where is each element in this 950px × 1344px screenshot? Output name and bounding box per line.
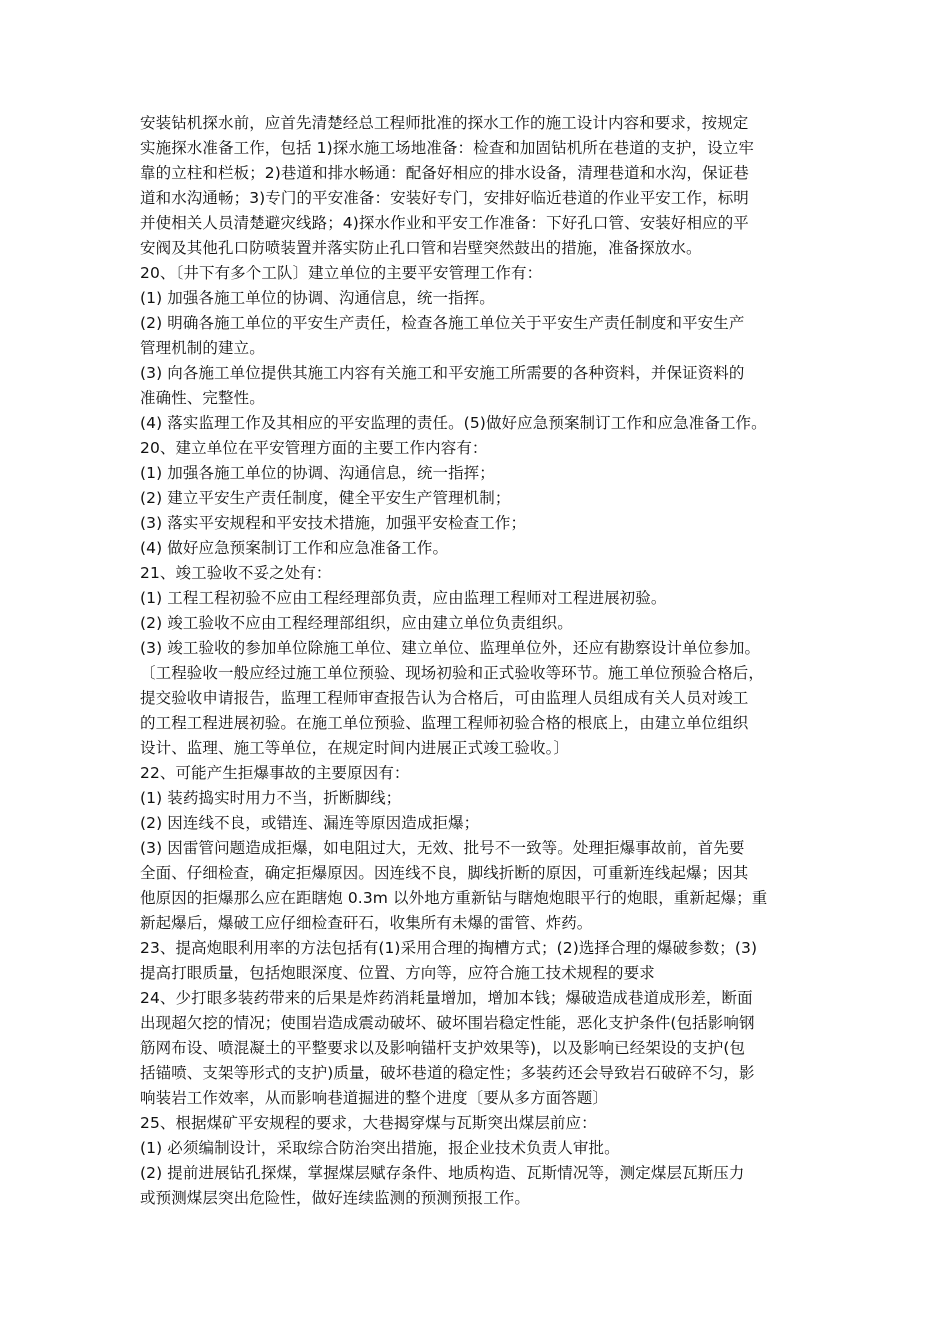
text-line: 20、〔井下有多个工队〕建立单位的主要平安管理工作有：	[140, 264, 543, 282]
text-line: (2) 提前进展钻孔探煤，掌握煤层赋存条件、地质构造、瓦斯情况等，测定煤层瓦斯压力	[140, 1164, 745, 1182]
text-line: 或预测煤层突出危险性，做好连续监测的预测预报工作。	[140, 1189, 531, 1207]
text-line: 道和水沟通畅；3)专门的平安准备：安装好专门，安排好临近巷道的作业平安工作，标明	[140, 189, 749, 207]
text-line: 靠的立柱和栏板；2)巷道和排水畅通：配备好相应的排水设备，清理巷道和水沟，保证巷	[140, 164, 749, 182]
text-line: 20、建立单位在平安管理方面的主要工作内容有：	[140, 439, 488, 457]
text-line: 出现超欠挖的情况；使围岩造成震动破坏、破坏围岩稳定性能，恶化支护条件(包括影响钢	[140, 1014, 755, 1032]
text-line: 的工程工程进展初验。在施工单位预验、监理工程师初验合格的根底上，由建立单位组织	[140, 714, 749, 732]
text-line: (2) 竣工验收不应由工程经理部组织，应由建立单位负责组织。	[140, 614, 573, 632]
text-line: 〔工程验收一般应经过施工单位预验、现场初验和正式验收等环节。施工单位预验合格后，	[140, 664, 765, 682]
text-line: 23、提高炮眼利用率的方法包括有(1)采用合理的掏槽方式；(2)选择合理的爆破参数；(3)	[140, 939, 758, 957]
text-line: 24、少打眼多装药带来的后果是炸药消耗量增加，增加本钱；爆破造成巷道成形差，断面	[140, 989, 753, 1007]
text-line: (2) 建立平安生产责任制度，健全平安生产管理机制；	[140, 489, 511, 507]
text-line: 安装钻机探水前，应首先清楚经总工程师批准的探水工作的施工设计内容和要求，按规定	[140, 114, 749, 132]
text-line: 21、竣工验收不妥之处有：	[140, 564, 332, 582]
text-line: 设计、监理、施工等单位，在规定时间内进展正式竣工验收。〕	[140, 739, 570, 757]
text-line: 安阀及其他孔口防喷装置并落实防止孔口管和岩壁突然鼓出的措施，准备探放水。	[140, 239, 702, 257]
text-line: 实施探水准备工作，包括 1)探水施工场地准备：检查和加固钻机所在巷道的支护，设立牢	[140, 139, 754, 157]
text-line: 括锚喷、支架等形式的支护)质量，破坏巷道的稳定性；多装药还会导致岩石破碎不匀，影	[140, 1064, 755, 1082]
text-line: (2) 因连线不良，或错连、漏连等原因造成拒爆；	[140, 814, 480, 832]
text-line: (1) 工程工程初验不应由工程经理部负责，应由监理工程师对工程进展初验。	[140, 589, 667, 607]
text-line: 准确性、完整性。	[140, 389, 265, 407]
text-line: (1) 必须编制设计，采取综合防治突出措施，报企业技术负责人审批。	[140, 1139, 620, 1157]
text-line: 提高打眼质量，包括炮眼深度、位置、方向等，应符合施工技术规程的要求	[140, 964, 655, 982]
text-line: 管理机制的建立。	[140, 339, 265, 357]
text-line: (3) 向各施工单位提供其施工内容有关施工和平安施工所需要的各种资料，并保证资料的	[140, 364, 745, 382]
text-line: 新起爆后，爆破工应仔细检查矸石，收集所有未爆的雷管、炸药。	[140, 914, 593, 932]
text-line: (3) 因雷管问题造成拒爆，如电阻过大，无效、批号不一致等。处理拒爆事故前，首先要	[140, 839, 745, 857]
text-line: 响装岩工作效率，从而影响巷道掘进的整个进度〔要从多方面答题〕	[140, 1089, 609, 1107]
text-line: 全面、仔细检查，确定拒爆原因。因连线不良，脚线折断的原因，可重新连线起爆；因其	[140, 864, 749, 882]
text-line: (4) 做好应急预案制订工作和应急准备工作。	[140, 539, 449, 557]
text-line: (1) 加强各施工单位的协调、沟通信息，统一指挥；	[140, 464, 495, 482]
text-line: (1) 装药捣实时用力不当，折断脚线；	[140, 789, 402, 807]
text-line: 并使相关人员清楚避灾线路；4)探水作业和平安工作准备：下好孔口管、安装好相应的平	[140, 214, 749, 232]
text-line: 22、可能产生拒爆事故的主要原因有：	[140, 764, 410, 782]
text-line: 他原因的拒爆那么应在距瞎炮 0.3m 以外地方重新钻与瞎炮炮眼平行的炮眼，重新起爆；重	[140, 889, 768, 907]
text-line: 筋网布设、喷混凝土的平整要求以及影响锚杆支护效果等)，以及影响已经架设的支护(包	[140, 1039, 746, 1057]
text-line: (4) 落实监理工作及其相应的平安监理的责任。(5)做好应急预案制订工作和应急准备工作。	[140, 414, 767, 432]
text-line: (2) 明确各施工单位的平安生产责任，检查各施工单位关于平安生产责任制度和平安生产	[140, 314, 745, 332]
text-line: (1) 加强各施工单位的协调、沟通信息，统一指挥。	[140, 289, 495, 307]
text-line: (3) 落实平安规程和平安技术措施，加强平安检查工作；	[140, 514, 527, 532]
text-line: 提交验收申请报告，监理工程师审查报告认为合格后，可由监理人员组成有关人员对竣工	[140, 689, 749, 707]
text-line: 25、根据煤矿平安规程的要求，大巷揭穿煤与瓦斯突出煤层前应：	[140, 1114, 597, 1132]
text-line: (3) 竣工验收的参加单位除施工单位、建立单位、监理单位外，还应有勘察设计单位参加。	[140, 639, 761, 657]
